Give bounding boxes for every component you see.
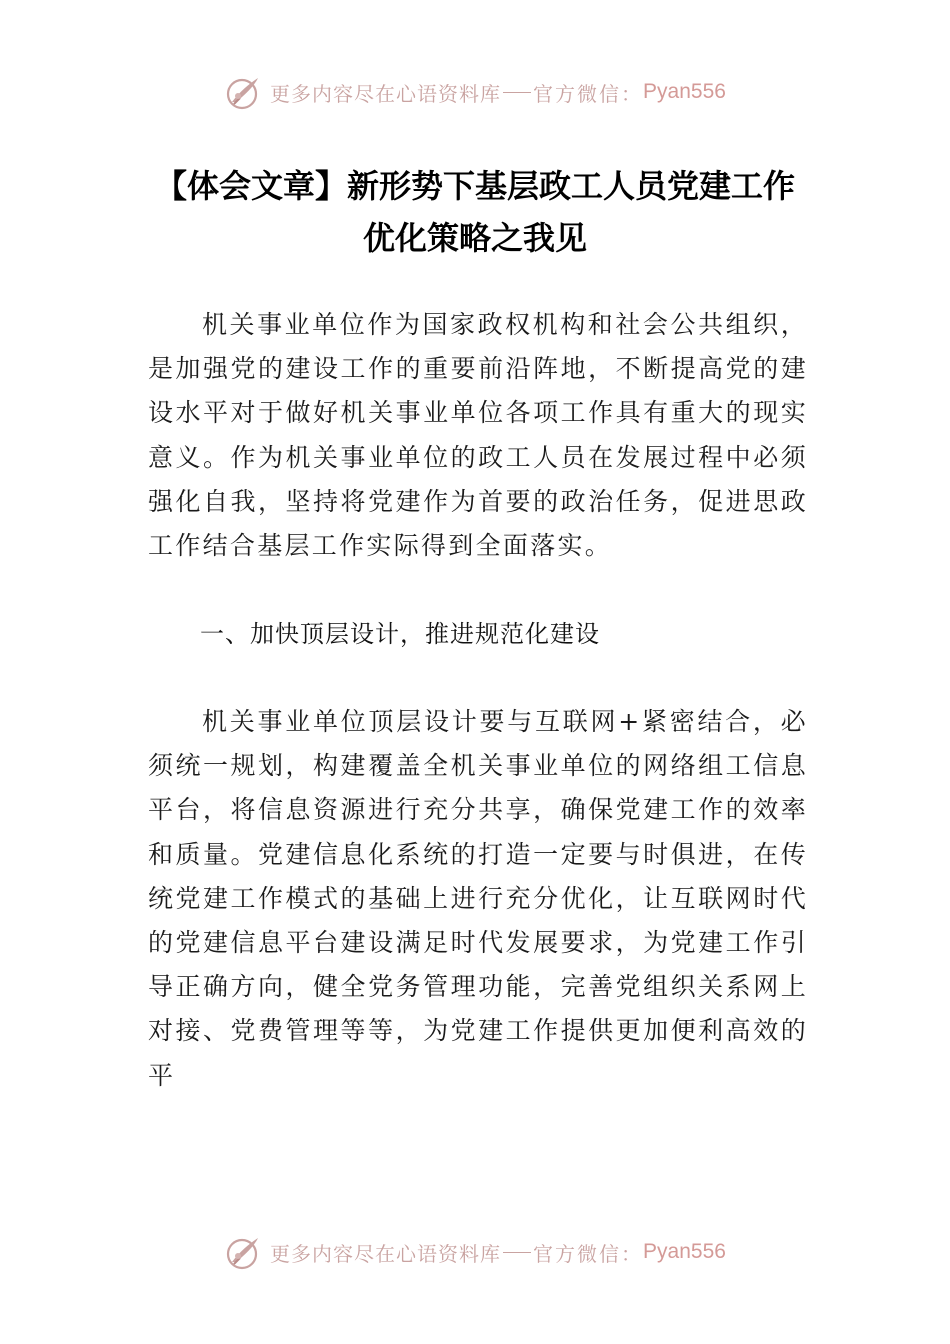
watermark-wechat-label: 官方微信： bbox=[533, 81, 644, 106]
paragraph-intro: 机关事业单位作为国家政权机构和社会公共组织，是加强党的建设工作的重要前沿阵地，不断提高党的建设水平对于做好机关事业单位各项工作具有重大的现实意义。作为机关事业单位的政工人员在发展过程中必须强化自我，坚持将党建作为首要的政治任务，促进思政工作结合基层工作实际得到全面落实。 bbox=[148, 310, 808, 561]
watermark-wechat-label: 官方微信： bbox=[533, 1241, 644, 1266]
quill-pen-logo-icon bbox=[224, 1232, 264, 1272]
watermark-wechat-id: Pyan556 bbox=[643, 80, 726, 103]
watermark-wechat-id: Pyan556 bbox=[643, 1240, 726, 1263]
paragraph-section-1: 机关事业单位顶层设计要与互联网+紧密结合，必须统一规划，构建覆盖全机关事业单位的网络组工信息平台，将信息资源进行充分共享，确保党建工作的效率和质量。党建信息化系统的打造一定要与时俱进，在传统党建工作模式的基础上进行充分优化，让互联网时代的党建信息平台建设满足时代发展要求，为党建工作引导正确方向，健全党务管理功能，完善党组织关系网上对接、党费管理等等，为党建工作提供更加便利高效的平 bbox=[148, 707, 808, 1090]
footer-watermark bbox=[0, 1230, 950, 1274]
section-heading: 一、加快顶层设计，推进规范化建设 bbox=[200, 620, 600, 648]
watermark-text: 更多内容尽在心语资料库 bbox=[270, 81, 502, 106]
quill-pen-logo-icon bbox=[224, 72, 264, 112]
watermark-text: 更多内容尽在心语资料库 bbox=[270, 1241, 502, 1266]
document-title: 【体会文章】新形势下基层政工人员党建工作优化策略之我见 bbox=[154, 167, 795, 257]
watermark-dash bbox=[503, 92, 531, 93]
header-watermark bbox=[0, 70, 950, 114]
watermark-dash bbox=[503, 1252, 531, 1253]
